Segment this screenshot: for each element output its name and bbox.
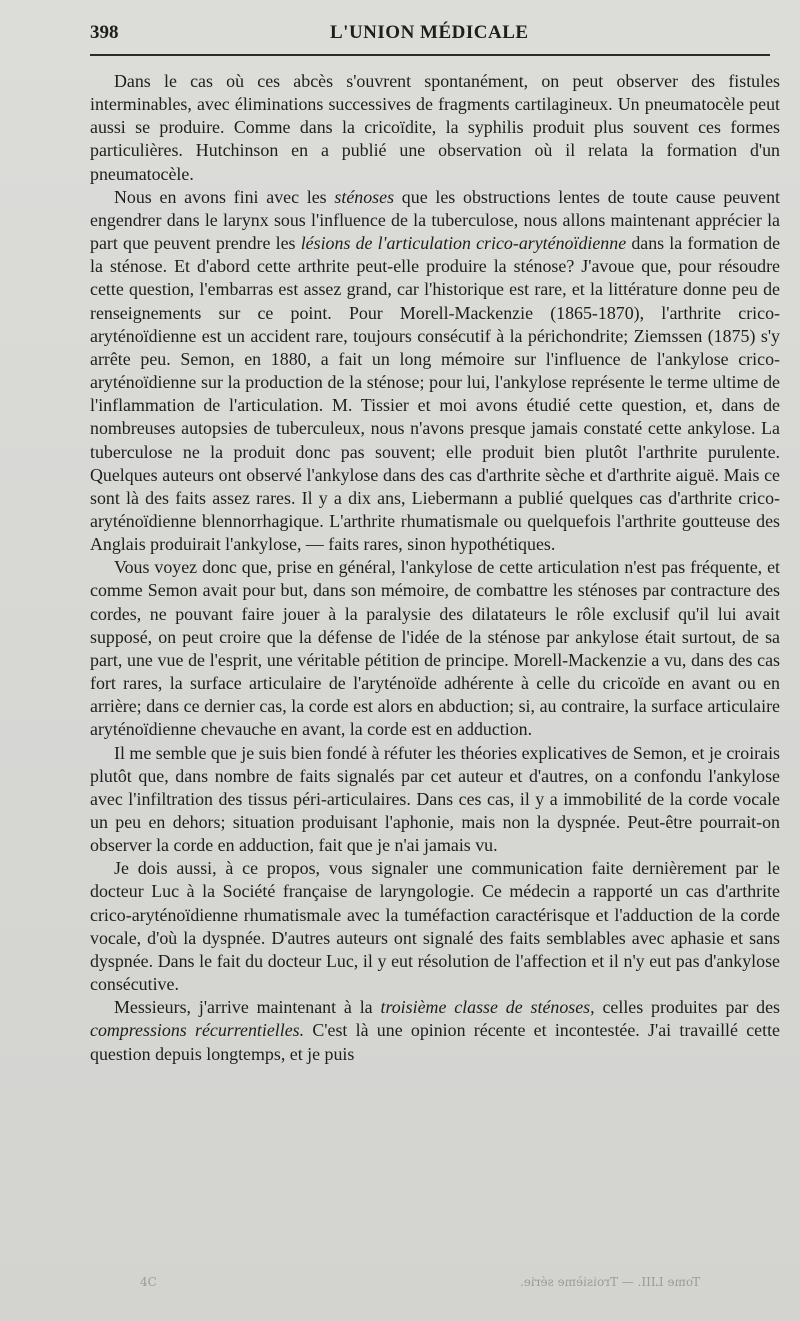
- text-run: Vous voyez donc que, prise en général, l'ankylose de cette articulation n'est pas fréquente, et comme Semon avait pour but, dans son mémoire, de combattre les sténoses par contracture des cordes, ne pouvant faire jouer à la paralysie des dilatateurs le rôle exclusif qu'il lui avait supposé, on peut croire que la défense de l'idée de la sténose par ankylose était surtout, de sa part, une vue de l'esprit, une véritable pétition de principe. Morell-Mackenzie a vu, dans des cas fort rares, la surface articulaire de l'aryténoïde adhérente à celle du cricoïde en avant ou en arrière; dans ce dernier cas, la corde est alors en abduction; si, au contraire, la surface articulaire aryténoïdienne chevauche en avant, la corde est en adduction.: [90, 557, 780, 740]
- text-run: Messieurs, j'arrive maintenant à la: [114, 997, 381, 1018]
- text-run: Nous en avons fini avec les: [114, 186, 335, 207]
- italic-run: lésions de l'articulation crico-aryténoïdienne: [300, 233, 627, 254]
- text-run: celles produites par des: [594, 997, 780, 1018]
- header-rule: [90, 54, 770, 56]
- text-run: Dans le cas où ces abcès s'ouvrent spontanément, on peut observer des fistules interminables, avec éliminations successives de fragments cartilagineux. Un pneumatocèle peut aussi se produire. Comme dans la cricoïdite, la syphilis produit plus souvent ces formes particulières. Hutchinson en a publié une observation où il relata la formation d'un pneumatocèle.: [90, 71, 780, 184]
- paragraph: [90, 186, 780, 557]
- footer-mark: 4C: [140, 1275, 157, 1289]
- paragraph: [90, 70, 780, 186]
- text-run: Il me semble que je suis bien fondé à réfuter les théories explicatives de Semon, et je croirais plutôt que, dans nombre de faits signalés par cet auteur et d'autres, on a confondu l'ankylose avec l'infiltration des tissus péri-articulaires. Dans ces cas, il y a immobilité de la corde vocale un peu en dehors; situation produisant l'aphonie, mais non la dyspnée. Peut-être pourrait-on observer la corde en adduction, fait que je n'ai jamais vu.: [90, 742, 780, 856]
- running-title: L'UNION MÉDICALE: [330, 22, 529, 43]
- paragraph: [90, 556, 780, 741]
- italic-run: compressions récurrentielles.: [90, 1020, 305, 1041]
- paragraph: [90, 742, 780, 858]
- text-run: dans la formation de la sténose. Et d'abord cette arthrite peut-elle produire la sténose? J'avoue que, pour résoudre cette question, l'embarras est assez grand, car l'historique est rare, et la littérature donne peu de renseignements sur ce point. Pour Morell-Mackenzie (1865-1870), l'arthrite crico-aryténoïdienne est un accident rare, toujours consécutif à la périchondrite; Ziemssen (1875) s'y arrête peu. Semon, en 1880, a fait un long mémoire sur l'influence de l'ankylose crico-aryténoïdienne sur la production de la sténose; pour lui, l'ankylose représente le terme ultime de l'inflammation de l'articulation. M. Tissier et moi avons étudié cette question, et, dans de nombreuses autopsies de tuberculeux, nous n'avons presque jamais constaté cette ankylose. La tuberculose ne la produit donc pas souvent; elle produit bien plutôt l'arthrite purulente. Quelques auteurs ont observé l'ankylose dans des cas d'arthrite sèche et d'arthrite aiguë. Mais ce sont là des faits assez rares. Il y a dix ans, Liebermann a publié quelques cas d'arthrite crico-aryténoïdienne blennorrhagique. L'arthrite rhumatismale ou quelquefois l'arthrite goutteuse des Anglais produirait l'ankylose, — faits rares, sinon hypothétiques.: [90, 233, 781, 555]
- italic-run: troisième classe de sténoses,: [380, 997, 595, 1018]
- page-header: [90, 18, 770, 52]
- paragraph: [90, 996, 780, 1065]
- footer-bleed-through: Tome LIII. — Troisième série.: [520, 1275, 701, 1289]
- text-run: C'est là une opinion récente et incontestée. J'ai travaillé cette question depuis longtemps, et je puis: [90, 1020, 780, 1064]
- text-run: Je dois aussi, à ce propos, vous signaler une communication faite dernièrement par le docteur Luc à la Société française de laryngologie. Ce médecin a rapporté un cas d'arthrite crico-aryténoïdienne rhumatismale avec la tuméfaction caractérisque et l'adduction de la corde vocale, d'où la dyspnée. D'autres auteurs ont signalé des faits semblables avec aphasie et sans dyspnée. Dans le fait du docteur Luc, il y eut résolution de l'affection et il n'y eut pas d'ankylose consécutive.: [90, 858, 780, 995]
- page-number: 398: [90, 22, 119, 43]
- page-footer: [140, 1275, 780, 1299]
- paragraph: [90, 857, 780, 996]
- italic-run: sténoses: [334, 186, 395, 207]
- body-text: [90, 70, 780, 1066]
- text-run: que les obstructions lentes de toute cause peuvent engendrer dans le larynx sous l'influence de la tuberculose, nous allons maintenant apprécier la part que peuvent prendre les: [90, 186, 780, 254]
